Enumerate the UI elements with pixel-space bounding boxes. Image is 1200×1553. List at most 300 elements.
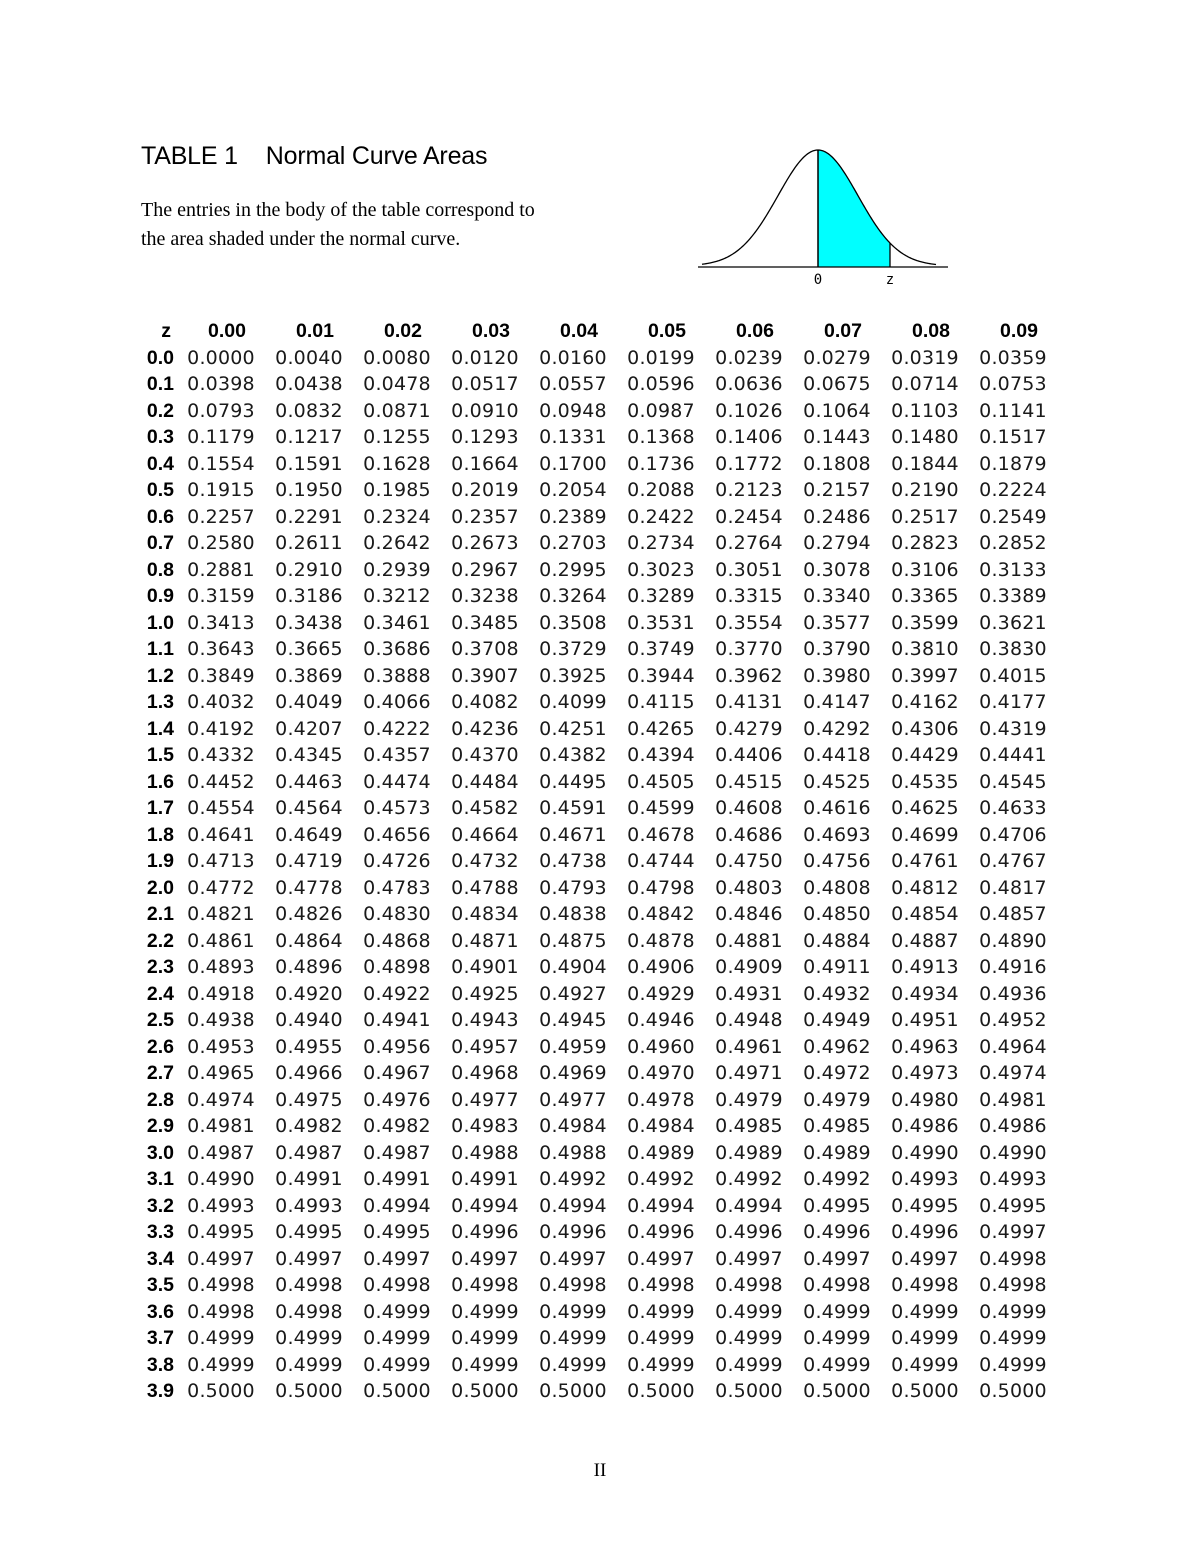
row-z-label: 2.9	[146, 1115, 174, 1137]
area-value-cell: 0.4998	[275, 1300, 343, 1323]
area-value-cell: 0.4965	[187, 1062, 255, 1084]
column-header: 0.08	[912, 320, 950, 342]
area-value-cell: 0.4893	[187, 956, 255, 978]
table-row	[128, 477, 1057, 504]
area-value-cell: 0.4066	[363, 691, 431, 713]
area-value-cell: 0.4955	[275, 1035, 343, 1058]
area-value-cell: 0.4999	[187, 1353, 255, 1376]
column-header: 0.06	[736, 320, 774, 342]
area-value-cell: 0.4803	[715, 876, 783, 899]
area-value-cell: 0.5000	[803, 1380, 871, 1402]
area-value-cell: 0.2454	[715, 505, 783, 528]
area-value-cell: 0.3962	[715, 664, 783, 687]
area-value-cell: 0.4998	[715, 1274, 783, 1296]
area-value-cell: 0.4977	[539, 1088, 607, 1111]
area-value-cell: 0.0636	[715, 373, 783, 395]
area-value-cell: 0.0120	[451, 346, 519, 369]
area-value-cell: 0.5000	[715, 1380, 783, 1402]
area-value-cell: 0.5000	[451, 1380, 519, 1402]
area-value-cell: 0.4997	[451, 1247, 519, 1270]
area-value-cell: 0.3708	[451, 638, 519, 660]
area-value-cell: 0.4625	[891, 797, 959, 819]
area-value-cell: 0.4990	[891, 1141, 959, 1164]
area-value-cell: 0.4986	[979, 1115, 1047, 1137]
table-row	[128, 345, 1057, 372]
area-value-cell: 0.4616	[803, 797, 871, 819]
area-value-cell: 0.4972	[803, 1062, 871, 1084]
area-value-cell: 0.4998	[979, 1247, 1047, 1270]
area-value-cell: 0.4671	[539, 823, 607, 846]
area-value-cell: 0.4974	[979, 1062, 1047, 1084]
table-row	[128, 1113, 1057, 1140]
area-value-cell: 0.0596	[627, 373, 695, 395]
area-value-cell: 0.3051	[715, 558, 783, 581]
area-value-cell: 0.1026	[715, 399, 783, 422]
area-value-cell: 0.4948	[715, 1009, 783, 1031]
area-value-cell: 0.4999	[275, 1353, 343, 1376]
area-value-cell: 0.4981	[979, 1088, 1047, 1111]
area-value-cell: 0.4854	[891, 903, 959, 925]
row-z-label: 3.5	[146, 1274, 174, 1296]
area-value-cell: 0.4573	[363, 797, 431, 819]
area-value-cell: 0.1808	[803, 452, 871, 475]
area-value-cell: 0.3790	[803, 638, 871, 660]
area-value-cell: 0.4991	[275, 1168, 343, 1190]
area-value-cell: 0.3508	[539, 611, 607, 634]
area-value-cell: 0.4995	[803, 1194, 871, 1217]
table-row	[128, 1325, 1057, 1352]
area-value-cell: 0.4999	[187, 1327, 255, 1349]
row-z-label: 1.8	[146, 823, 174, 846]
area-value-cell: 0.1293	[451, 426, 519, 448]
area-value-cell: 0.1879	[979, 452, 1047, 475]
area-value-cell: 0.4971	[715, 1062, 783, 1084]
area-value-cell: 0.2324	[363, 505, 431, 528]
area-value-cell: 0.4989	[803, 1141, 871, 1164]
area-value-cell: 0.4974	[187, 1088, 255, 1111]
area-value-cell: 0.2157	[803, 479, 871, 501]
normal-curve-area-table	[128, 318, 1057, 1405]
area-value-cell: 0.3599	[891, 611, 959, 634]
area-value-cell: 0.4983	[451, 1115, 519, 1137]
area-value-cell: 0.5000	[187, 1380, 255, 1402]
area-value-cell: 0.4941	[363, 1009, 431, 1031]
area-value-cell: 0.2291	[275, 505, 343, 528]
table-row	[128, 451, 1057, 478]
area-value-cell: 0.4999	[891, 1327, 959, 1349]
area-value-cell: 0.1406	[715, 426, 783, 448]
row-z-label: 3.4	[146, 1247, 174, 1270]
row-z-label: 3.8	[146, 1353, 174, 1376]
table-row	[128, 954, 1057, 981]
row-z-label: 0.5	[146, 479, 174, 501]
area-value-cell: 0.4999	[627, 1353, 695, 1376]
area-value-cell: 0.4964	[979, 1035, 1047, 1058]
area-value-cell: 0.4545	[979, 770, 1047, 793]
table-row	[128, 1087, 1057, 1114]
area-value-cell: 0.4222	[363, 717, 431, 740]
area-value-cell: 0.3365	[891, 585, 959, 607]
area-value-cell: 0.4906	[627, 956, 695, 978]
row-z-label: 1.1	[146, 638, 174, 660]
table-row	[128, 1272, 1057, 1299]
area-value-cell: 0.4951	[891, 1009, 959, 1031]
area-value-cell: 0.4911	[803, 956, 871, 978]
area-value-cell: 0.2224	[979, 479, 1047, 501]
area-value-cell: 0.0398	[187, 373, 255, 395]
area-value-cell: 0.4032	[187, 691, 255, 713]
area-value-cell: 0.1736	[627, 452, 695, 475]
area-value-cell: 0.4890	[979, 929, 1047, 952]
area-value-cell: 0.4985	[803, 1115, 871, 1137]
area-value-cell: 0.1443	[803, 426, 871, 448]
area-value-cell: 0.4918	[187, 982, 255, 1005]
area-value-cell: 0.3849	[187, 664, 255, 687]
table-row	[128, 1246, 1057, 1273]
area-value-cell: 0.0871	[363, 399, 431, 422]
area-value-cell: 0.4357	[363, 744, 431, 766]
area-value-cell: 0.4192	[187, 717, 255, 740]
area-value-cell: 0.3944	[627, 664, 695, 687]
row-z-label: 3.3	[146, 1221, 174, 1243]
row-z-label: 0.8	[146, 558, 174, 581]
area-value-cell: 0.4995	[275, 1221, 343, 1243]
area-value-cell: 0.4913	[891, 956, 959, 978]
area-value-cell: 0.3078	[803, 558, 871, 581]
area-value-cell: 0.4817	[979, 876, 1047, 899]
area-value-cell: 0.4927	[539, 982, 607, 1005]
shaded-area	[818, 150, 890, 267]
area-value-cell: 0.4989	[627, 1141, 695, 1164]
area-value-cell: 0.1064	[803, 399, 871, 422]
area-value-cell: 0.2054	[539, 479, 607, 501]
area-value-cell: 0.4952	[979, 1009, 1047, 1031]
area-value-cell: 0.4991	[363, 1168, 431, 1190]
row-z-label: 3.9	[146, 1380, 174, 1402]
area-value-cell: 0.4406	[715, 744, 783, 766]
area-value-cell: 0.2549	[979, 505, 1047, 528]
area-value-cell: 0.4999	[539, 1327, 607, 1349]
area-value-cell: 0.4993	[891, 1168, 959, 1190]
area-value-cell: 0.4901	[451, 956, 519, 978]
area-value-cell: 0.2580	[187, 532, 255, 554]
area-value-cell: 0.4969	[539, 1062, 607, 1084]
table-label: TABLE 1	[141, 142, 238, 170]
area-value-cell: 0.4693	[803, 823, 871, 846]
area-value-cell: 0.4834	[451, 903, 519, 925]
area-value-cell: 0.2823	[891, 532, 959, 554]
area-value-cell: 0.4925	[451, 982, 519, 1005]
area-value-cell: 0.4999	[275, 1327, 343, 1349]
area-value-cell: 0.4857	[979, 903, 1047, 925]
area-value-cell: 0.1664	[451, 452, 519, 475]
row-z-label: 0.0	[146, 346, 174, 369]
area-value-cell: 0.4993	[979, 1168, 1047, 1190]
area-value-cell: 0.4995	[363, 1221, 431, 1243]
area-value-cell: 0.4345	[275, 744, 343, 766]
area-value-cell: 0.4996	[803, 1221, 871, 1243]
area-value-cell: 0.4772	[187, 876, 255, 899]
row-z-label: 1.5	[146, 744, 174, 766]
area-value-cell: 0.2123	[715, 479, 783, 501]
area-value-cell: 0.0714	[891, 373, 959, 395]
area-value-cell: 0.3438	[275, 611, 343, 634]
area-value-cell: 0.4977	[451, 1088, 519, 1111]
area-value-cell: 0.3577	[803, 611, 871, 634]
area-value-cell: 0.4997	[275, 1247, 343, 1270]
row-z-label: 0.7	[146, 532, 174, 554]
area-value-cell: 0.0517	[451, 373, 519, 395]
row-z-label: 1.7	[146, 797, 174, 819]
area-value-cell: 0.4429	[891, 744, 959, 766]
area-value-cell: 0.4946	[627, 1009, 695, 1031]
area-value-cell: 0.4999	[979, 1327, 1047, 1349]
area-value-cell: 0.4788	[451, 876, 519, 899]
area-value-cell: 0.3133	[979, 558, 1047, 581]
area-value-cell: 0.4997	[715, 1247, 783, 1270]
area-value-cell: 0.4998	[891, 1274, 959, 1296]
area-value-cell: 0.2517	[891, 505, 959, 528]
area-value-cell: 0.4999	[451, 1353, 519, 1376]
area-value-cell: 0.3212	[363, 585, 431, 607]
area-value-cell: 0.4998	[979, 1274, 1047, 1296]
area-value-cell: 0.4987	[275, 1141, 343, 1164]
area-value-cell: 0.4979	[803, 1088, 871, 1111]
area-value-cell: 0.2703	[539, 532, 607, 554]
area-value-cell: 0.4382	[539, 744, 607, 766]
area-value-cell: 0.4999	[451, 1327, 519, 1349]
row-z-label: 3.0	[146, 1141, 174, 1164]
area-value-cell: 0.2190	[891, 479, 959, 501]
area-value-cell: 0.4993	[187, 1194, 255, 1217]
area-value-cell: 0.4999	[363, 1353, 431, 1376]
area-value-cell: 0.0948	[539, 399, 607, 422]
row-z-label: 3.6	[146, 1300, 174, 1323]
table-row	[128, 557, 1057, 584]
area-value-cell: 0.4999	[627, 1300, 695, 1323]
area-value-cell: 0.4994	[451, 1194, 519, 1217]
area-value-cell: 0.0319	[891, 346, 959, 369]
area-value-cell: 0.4582	[451, 797, 519, 819]
area-value-cell: 0.4960	[627, 1035, 695, 1058]
area-value-cell: 0.4706	[979, 823, 1047, 846]
area-value-cell: 0.4896	[275, 956, 343, 978]
area-value-cell: 0.4861	[187, 929, 255, 952]
area-value-cell: 0.4961	[715, 1035, 783, 1058]
area-value-cell: 0.4999	[451, 1300, 519, 1323]
area-value-cell: 0.4306	[891, 717, 959, 740]
table-row	[128, 742, 1057, 769]
table-row	[128, 716, 1057, 743]
area-value-cell: 0.3289	[627, 585, 695, 607]
area-value-cell: 0.1591	[275, 452, 343, 475]
area-value-cell: 0.3665	[275, 638, 343, 660]
area-value-cell: 0.2486	[803, 505, 871, 528]
row-z-label: 2.6	[146, 1035, 174, 1058]
row-z-label: 1.2	[146, 664, 174, 687]
row-z-label: 0.9	[146, 585, 174, 607]
area-value-cell: 0.4525	[803, 770, 871, 793]
area-value-cell: 0.4767	[979, 850, 1047, 872]
area-value-cell: 0.4990	[979, 1141, 1047, 1164]
axis-label-zero: 0	[813, 272, 823, 288]
area-value-cell: 0.1950	[275, 479, 343, 501]
description-line-1: The entries in the body of the table correspond to	[141, 199, 535, 221]
area-value-cell: 0.4979	[715, 1088, 783, 1111]
table-row	[128, 583, 1057, 610]
area-value-cell: 0.4474	[363, 770, 431, 793]
area-value-cell: 0.4808	[803, 876, 871, 899]
area-value-cell: 0.4987	[187, 1141, 255, 1164]
area-value-cell: 0.1844	[891, 452, 959, 475]
area-value-cell: 0.4826	[275, 903, 343, 925]
area-value-cell: 0.2764	[715, 532, 783, 554]
area-value-cell: 0.4949	[803, 1009, 871, 1031]
area-value-cell: 0.4099	[539, 691, 607, 713]
area-value-cell: 0.4998	[187, 1274, 255, 1296]
area-value-cell: 0.1103	[891, 399, 959, 422]
area-value-cell: 0.0239	[715, 346, 783, 369]
area-value-cell: 0.3830	[979, 638, 1047, 660]
area-value-cell: 0.4999	[363, 1327, 431, 1349]
row-z-label: 1.4	[146, 717, 174, 740]
table-row	[128, 1378, 1057, 1405]
area-value-cell: 0.4987	[363, 1141, 431, 1164]
area-value-cell: 0.4982	[363, 1115, 431, 1137]
table-row	[128, 822, 1057, 849]
area-value-cell: 0.4633	[979, 797, 1047, 819]
area-value-cell: 0.1554	[187, 452, 255, 475]
area-value-cell: 0.4929	[627, 982, 695, 1005]
area-value-cell: 0.1179	[187, 426, 255, 448]
row-z-label: 2.0	[146, 876, 174, 899]
area-value-cell: 0.4996	[891, 1221, 959, 1243]
table-row	[128, 504, 1057, 531]
area-value-cell: 0.4996	[627, 1221, 695, 1243]
area-value-cell: 0.4082	[451, 691, 519, 713]
area-value-cell: 0.3980	[803, 664, 871, 687]
area-value-cell: 0.4699	[891, 823, 959, 846]
table-row	[128, 610, 1057, 637]
area-value-cell: 0.4967	[363, 1062, 431, 1084]
area-value-cell: 0.4999	[891, 1353, 959, 1376]
area-value-cell: 0.4997	[363, 1247, 431, 1270]
area-value-cell: 0.0557	[539, 373, 607, 395]
area-value-cell: 0.4131	[715, 691, 783, 713]
area-value-cell: 0.4332	[187, 744, 255, 766]
area-value-cell: 0.4934	[891, 982, 959, 1005]
area-value-cell: 0.4991	[451, 1168, 519, 1190]
area-value-cell: 0.4986	[891, 1115, 959, 1137]
area-value-cell: 0.3264	[539, 585, 607, 607]
area-value-cell: 0.4778	[275, 876, 343, 899]
area-value-cell: 0.4515	[715, 770, 783, 793]
area-value-cell: 0.4750	[715, 850, 783, 872]
area-value-cell: 0.0675	[803, 373, 871, 395]
area-value-cell: 0.4463	[275, 770, 343, 793]
area-value-cell: 0.4898	[363, 956, 431, 978]
area-value-cell: 0.3186	[275, 585, 343, 607]
column-header: 0.05	[648, 320, 686, 342]
area-value-cell: 0.4997	[539, 1247, 607, 1270]
area-value-cell: 0.0910	[451, 399, 519, 422]
area-value-cell: 0.0160	[539, 346, 607, 369]
area-value-cell: 0.4394	[627, 744, 695, 766]
area-value-cell: 0.5000	[275, 1380, 343, 1402]
area-value-cell: 0.4744	[627, 850, 695, 872]
area-value-cell: 0.4998	[539, 1274, 607, 1296]
area-value-cell: 0.4162	[891, 691, 959, 713]
area-value-cell: 0.4441	[979, 744, 1047, 766]
table-row	[128, 424, 1057, 451]
area-value-cell: 0.4997	[803, 1247, 871, 1270]
z-column-header: z	[161, 320, 171, 342]
area-value-cell: 0.2794	[803, 532, 871, 554]
area-value-cell: 0.4976	[363, 1088, 431, 1111]
area-value-cell: 0.4719	[275, 850, 343, 872]
area-value-cell: 0.3997	[891, 664, 959, 687]
area-value-cell: 0.2995	[539, 558, 607, 581]
area-value-cell: 0.4916	[979, 956, 1047, 978]
area-value-cell: 0.4993	[275, 1194, 343, 1217]
area-value-cell: 0.4943	[451, 1009, 519, 1031]
area-value-cell: 0.4997	[627, 1247, 695, 1270]
area-value-cell: 0.2257	[187, 505, 255, 528]
area-value-cell: 0.1517	[979, 426, 1047, 448]
area-value-cell: 0.4994	[627, 1194, 695, 1217]
row-z-label: 1.9	[146, 850, 174, 872]
area-value-cell: 0.4887	[891, 929, 959, 952]
row-z-label: 0.4	[146, 452, 174, 475]
area-value-cell: 0.4608	[715, 797, 783, 819]
area-value-cell: 0.1700	[539, 452, 607, 475]
area-value-cell: 0.2939	[363, 558, 431, 581]
area-value-cell: 0.0359	[979, 346, 1047, 369]
area-value-cell: 0.1331	[539, 426, 607, 448]
area-value-cell: 0.4997	[891, 1247, 959, 1270]
area-value-cell: 0.2852	[979, 532, 1047, 554]
area-value-cell: 0.4904	[539, 956, 607, 978]
area-value-cell: 0.4999	[979, 1300, 1047, 1323]
column-header: 0.00	[208, 320, 246, 342]
area-value-cell: 0.4868	[363, 929, 431, 952]
column-header: 0.09	[1000, 320, 1038, 342]
table-row	[128, 1007, 1057, 1034]
area-value-cell: 0.4932	[803, 982, 871, 1005]
area-value-cell: 0.4812	[891, 876, 959, 899]
area-value-cell: 0.4994	[715, 1194, 783, 1217]
area-value-cell: 0.4992	[539, 1168, 607, 1190]
column-header: 0.01	[296, 320, 334, 342]
area-value-cell: 0.2088	[627, 479, 695, 501]
area-value-cell: 0.4875	[539, 929, 607, 952]
area-value-cell: 0.3485	[451, 611, 519, 634]
area-value-cell: 0.4940	[275, 1009, 343, 1031]
area-value-cell: 0.4982	[275, 1115, 343, 1137]
area-value-cell: 0.4535	[891, 770, 959, 793]
area-value-cell: 0.4996	[451, 1221, 519, 1243]
area-value-cell: 0.4418	[803, 744, 871, 766]
area-value-cell: 0.4793	[539, 876, 607, 899]
area-value-cell: 0.5000	[539, 1380, 607, 1402]
area-value-cell: 0.0753	[979, 373, 1047, 395]
area-value-cell: 0.3023	[627, 558, 695, 581]
area-value-cell: 0.1141	[979, 399, 1047, 422]
normal-curve-figure	[690, 140, 960, 292]
row-z-label: 2.5	[146, 1009, 174, 1031]
table-row	[128, 398, 1057, 425]
table-row	[128, 530, 1057, 557]
